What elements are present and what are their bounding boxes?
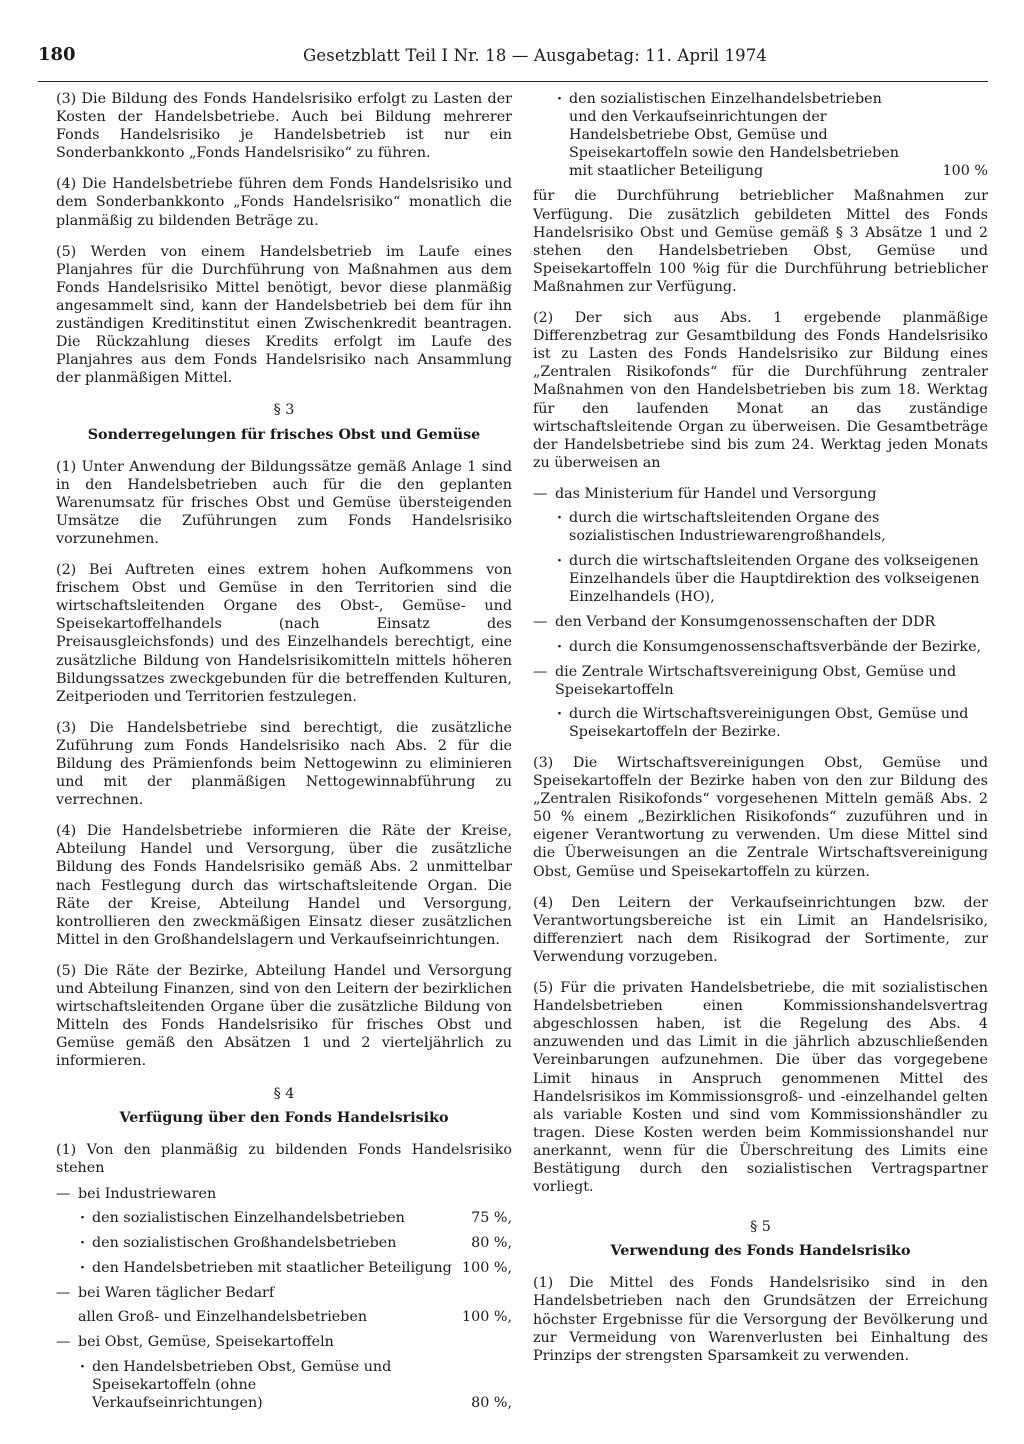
paragraph-3-2: (2) Bei Auftreten eines extrem hohen Aufkommens von frischem Obst und Gemüse in den Territorien sind die wirtschaftsleitenden Organe des Obst-, Gemüse- und Speisekartoffelhandels (nach Einsatz des Preisausgleichsfonds) und des Einzelhandels berechtigt, eine zusätzliche Bildung von Handelsrisikomitteln mittels höheren Bildungssatzes zweckgebunden für die betreffenden Kulturen, Zeitperioden und Territorien festzulegen. [56,562,512,705]
allocation-row [56,1209,512,1227]
section-3-title: Sonderregelungen für frisches Obst und Gemüse [87,426,481,443]
list-item-industriewaren: — bei Industriewaren [56,1185,512,1203]
section-3-number: § 3 [273,402,295,419]
paragraph-3-4: (4) Die Handelsbetriebe informieren die Räte der Kreise, Abteilung Handel und Versorgung, über die zusätzliche Bildung des Fonds Handelsrisiko gemäß Abs. 2 unmittelbar nach Festlegung durch das wirtschaftsleitende Organ. Die Räte der Kreise, Abteilung Handel und Versorgung, kontrollieren den zweckmäßigen Einsatz dieser zusätzlichen Mittel in den Großhandelslagern und Verkaufseinrichtungen. [56,823,512,948]
section-4-number: § 4 [273,1085,295,1102]
list-subitem: · durch die Wirtschaftsvereinigungen Obst, Gemüse und Speisekartoffeln der Bezirke. [533,705,988,741]
allocation-percent: 100 %, [462,1260,512,1277]
paragraph-4-1: (1) Von den planmäßig zu bildenden Fonds Handelsrisiko stehen [56,1141,512,1176]
page-header [38,44,988,74]
paragraph-4-1-continued: für die Durchführung betrieblicher Maßnahmen zur Verfügung. Die zusätzlich gebildeten Mittel des Fonds Handelsrisiko Obst und Gemüse gemäß § 3 Absätze 1 und 2 stehen den Handelsbetrieben Obst, Gemüse und Speisekartoffeln 100 %ig für die Durchführung betrieblicher Maßnahmen zur Verfügung. [533,188,988,295]
allocation-label: · den sozialistischen Einzelhandelsbetrieben und den Verkaufseinrichtungen der Handelsbetriebe Obst, Gemüse und Speisekartoffeln sowie den Handelsbetrieben mit staatlicher Beteiligung [569,91,899,180]
list-subitem: · durch die wirtschaftsleitenden Organe des volkseigenen Einzelhandels über die Hauptdirektion des volkseigenen Einzelhandels (HO), [533,552,988,606]
left-column [56,90,512,1419]
running-head: Gesetzblatt Teil I Nr. 18 — Ausgabetag: 11. April 1974 [303,46,768,65]
list-item-zentrale-wirtschaftsvereinigung: — die Zentrale Wirtschaftsvereinigung Obst, Gemüse und Speisekartoffeln [533,663,988,699]
paragraph-3-5: (5) Die Räte der Bezirke, Abteilung Handel und Versorgung und Abteilung Finanzen, sind von den Leitern der bezirklichen wirtschaftsleitenden Organe über die zusätzliche Bildung von Mitteln des Fonds Handelsrisiko für frisches Obst und Gemüse gemäß den Absätzen 1 und 2 vierteljährlich zu informieren. [56,962,512,1070]
paragraph-3-3: (3) Die Handelsbetriebe sind berechtigt, die zusätzliche Zuführung zum Fonds Handelsrisiko nach Abs. 2 für die Bildung des Prämienfonds beim Nettogewinn zu eliminieren und mit der planmäßigen Nettogewinnabführung zu verrechnen. [56,719,512,809]
allocation-percent: 80 %, [471,1394,512,1411]
list-item-konsumgenossenschaften: — den Verband der Konsumgenossenschaften der DDR [533,613,988,631]
allocation-row [56,1259,512,1277]
paragraph-4-2: (2) Der sich aus Abs. 1 ergebende planmäßige Differenzbetrag zur Gesamtbildung des Fonds Handelsrisiko ist zu Lasten des Fonds Handelsrisiko zur Bildung eines „Zentralen Risikofonds“ für die Durchführung zentraler Maßnahmen von den Handelsbetrieben bis zum 18. Werktag für den laufenden Monat an das zuständige wirtschaftsleitende Organ zu überweisen. Die Gesamtbeträge der Handelsbetriebe sind bis zum 24. Werktag jeden Monats zu überweisen an [533,310,988,471]
allocation-row [56,1234,512,1252]
section-5-title: Verwendung des Fonds Handelsrisiko [610,1243,911,1260]
allocation-percent: 100 % [942,163,988,180]
section-5-number: § 5 [750,1219,771,1236]
allocation-label: · den Handelsbetrieben mit staatlicher Beteiligung [92,1260,452,1277]
paragraph-5-1: (1) Die Mittel des Fonds Handelsrisiko sind in den Handelsbetrieben nach den Grundsätzen der Erreichung höchster Ergebnisse für die Versorgung der Bevölkerung und zur Vermeidung von Warenverlusten bei Einhaltung des Prinzips der strengsten Sparsamkeit zu verwenden. [533,1275,988,1364]
list-item-ministerium: — das Ministerium für Handel und Versorgung [533,485,988,503]
paragraph-4-3: (3) Die Wirtschaftsvereinigungen Obst, Gemüse und Speisekartoffeln der Bezirke haben von den zur Bildung des „Zentralen Risikofonds“ vorgesehenen Mitteln gemäß Abs. 2 50 % einem „Bezirklichen Risikofonds“ zuzuführen und in eigener Verantwortung zu verwenden. Um diese Mittel sind die Überweisungen an die Zentrale Wirtschaftsvereinigung Obst, Gemüse und Speisekartoffeln zu kürzen. [533,755,988,880]
header-rule [38,81,988,82]
allocation-label: · den Handelsbetrieben Obst, Gemüse und Speisekartoffeln (ohne Verkaufseinrichtungen) [92,1358,392,1411]
paragraph-2-4: (4) Die Handelsbetriebe führen dem Fonds Handelsrisiko und dem Sonderbankkonto „Fonds Handelsrisiko“ monatlich die planmäßig zu bildenden Beträge zu. [56,176,512,229]
allocation-row [56,1358,512,1412]
list-subitem: · durch die wirtschaftsleitenden Organe des sozialistischen Industriewarengroßhandels, [533,509,988,545]
allocation-percent: 80 %, [471,1235,512,1252]
allocation-row [56,1308,512,1326]
allocation-row [533,90,988,180]
paragraph-3-1: (1) Unter Anwendung der Bildungssätze gemäß Anlage 1 sind in den Handelsbetrieben auch für die den geplanten Warenumsatz für frisches Obst und Gemüse übersteigenden Umsätze die Zuführungen zum Fonds Handelsrisiko vorzunehmen. [56,458,512,547]
right-column [533,90,988,1378]
paragraph-4-5: (5) Für die privaten Handelsbetriebe, die mit sozialistischen Handelsbetrieben einen Kommissionshandelsvertrag abgeschlossen haben, ist die Regelung des Abs. 4 anzuwenden und das Limit in die jährlich abzuschließenden Vereinbarungen aufzunehmen. Die über das vorgegebene Limit hinaus in Anspruch genommenen Mittel des Handelsrisikos im Kommissionsgroß- und -einzelhandel gelten als variable Kosten und sind vom Kommissionshändler zu tragen. Diese Kosten werden beim Kommissionshandel nur anerkannt, wenn für die Überschreitung des Limits eine Bestätigung durch den sozialistischen Vertragspartner vorliegt. [533,980,988,1196]
allocation-percent: 75 %, [471,1209,512,1226]
section-4-title: Verfügung über den Fonds Handelsrisiko [119,1109,449,1126]
allocation-label: · den sozialistischen Großhandelsbetrieben [92,1235,397,1252]
allocation-label: · den sozialistischen Einzelhandelsbetrieben [92,1209,405,1226]
allocation-label: allen Groß- und Einzelhandelsbetrieben [78,1309,368,1326]
list-subitem: · durch die Konsumgenossenschaftsverbände der Bezirke, [533,638,988,656]
list-item-obst-gemuese: — bei Obst, Gemüse, Speisekartoffeln [56,1333,512,1351]
paragraph-2-3: (3) Die Bildung des Fonds Handelsrisiko erfolgt zu Lasten der Kosten der Handelsbetriebe. Auch bei Bildung mehrerer Fonds Handelsrisiko je Handelsbetrieb ist nur ein Sonderbankkonto „Fonds Handelsrisiko“ zu führen. [56,91,512,162]
list-item-taeglicher-bedarf: — bei Waren täglicher Bedarf [56,1284,512,1302]
allocation-percent: 100 %, [462,1309,512,1326]
paragraph-4-4: (4) Den Leitern der Verkaufseinrichtungen bzw. der Verantwortungsbereiche ist ein Limit an Handelsrisiko, differenziert nach dem Risikograd der Sortimente, zur Verwendung vorzugeben. [533,894,988,965]
page-number: 180 [38,44,76,65]
paragraph-2-5: (5) Werden von einem Handelsbetrieb im Laufe eines Planjahres für die Durchführung von Maßnahmen aus dem Fonds Handelsrisiko Mittel benötigt, bevor diese planmäßig angesammelt sind, kann der Handelsbetrieb bei dem für ihn zuständigen Kreditinstitut einen Zwischenkredit beantragen. Die Rückzahlung dieses Kredits erfolgt im Laufe des Planjahres aus dem Fonds Handelsrisiko nach Ansammlung der planmäßigen Mittel. [56,243,512,387]
